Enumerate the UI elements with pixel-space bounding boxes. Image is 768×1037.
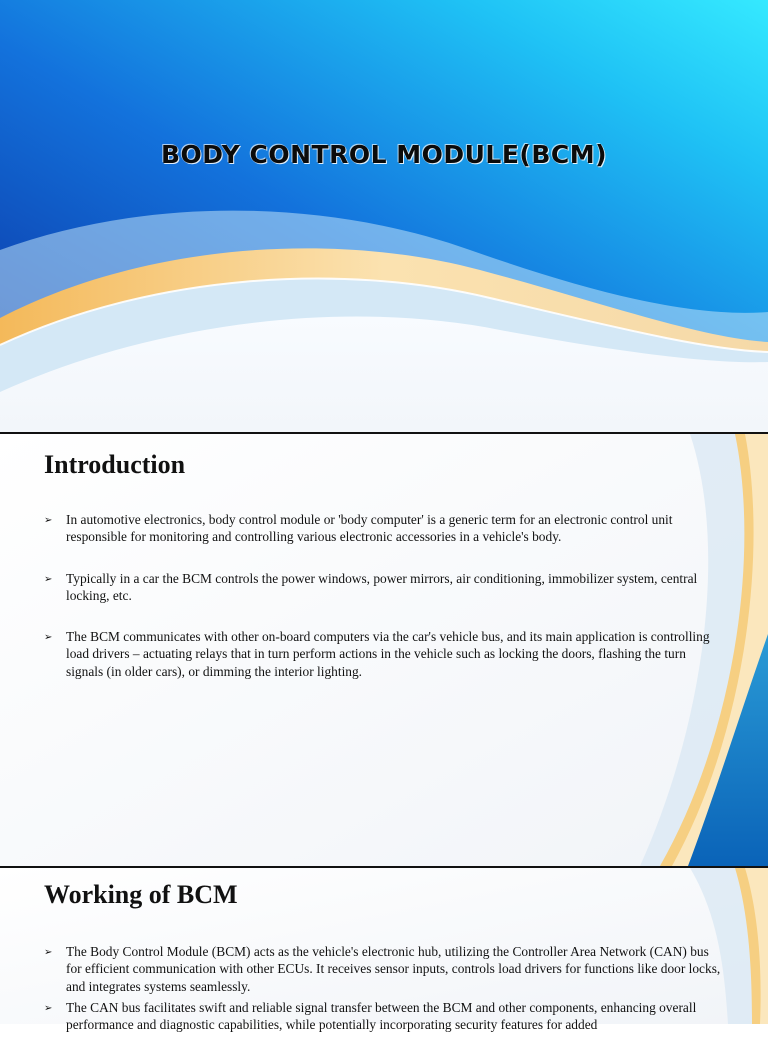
title-slide-background xyxy=(0,0,768,432)
list-item xyxy=(44,511,724,546)
presentation-title: BODY CONTROL MODULE(BCM) xyxy=(160,140,608,169)
bullet-text: Typically in a car the BCM controls the power windows, power mirrors, air conditioning, immobilizer system, central locking, etc. xyxy=(66,570,698,603)
list-item xyxy=(44,999,724,1034)
list-item xyxy=(44,570,724,605)
arrow-bullet-icon: ➢ xyxy=(44,632,53,644)
bullet-list xyxy=(44,511,724,704)
bullet-list xyxy=(44,943,724,1037)
bullet-text: The BCM communicates with other on-board computers via the car's vehicle bus, and its main application is controlling load drivers – actuating relays that in turn perform actions in the vehicle such as locking the doors, flashing the turn signals (in older cars), or dimming the interior lighting. xyxy=(66,629,710,679)
slide-heading: Working of BCM xyxy=(44,880,238,909)
list-item xyxy=(44,943,724,995)
list-item xyxy=(44,628,724,680)
arrow-bullet-icon: ➢ xyxy=(44,573,53,585)
arrow-bullet-icon: ➢ xyxy=(44,1002,53,1014)
arrow-bullet-icon: ➢ xyxy=(44,515,53,526)
bullet-text: In automotive electronics, body control module or 'body computer' is a generic term for an electronic control unit responsible for monitoring and controlling various electronic accessories in a vehicle's body. xyxy=(66,512,673,545)
bullet-text: The CAN bus facilitates swift and reliable signal transfer between the BCM and other components, enhancing overall performance and diagnostic capabilities, while potentially incorporating security features for added xyxy=(66,999,697,1033)
title-slide xyxy=(0,0,768,432)
working-slide xyxy=(0,868,768,1033)
slide-heading: Introduction xyxy=(44,450,186,479)
introduction-slide xyxy=(0,434,768,866)
bullet-text: The Body Control Module (BCM) acts as the vehicle's electronic hub, utilizing the Controller Area Network (CAN) bus for efficient communication with other ECUs. It receives sensor inputs, controls load drivers for functions like door locks, and integrates systems seamlessly. xyxy=(66,944,721,994)
arrow-bullet-icon: ➢ xyxy=(44,947,53,958)
